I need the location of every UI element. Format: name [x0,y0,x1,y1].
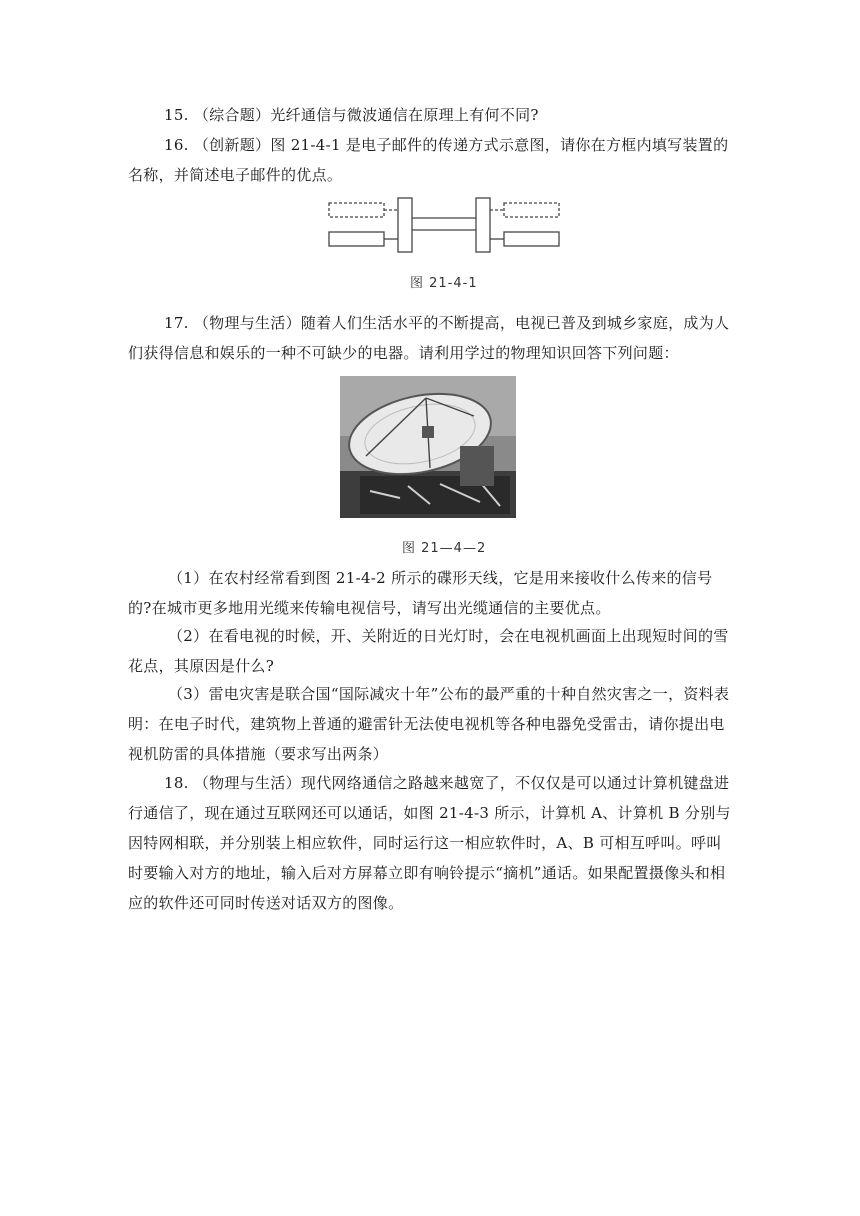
left-top-dashed-box [329,203,384,217]
right-bottom-box [504,232,559,246]
question-17-part-1: （1）在农村经常看到图 21-4-2 所示的碟形天线，它是用来接收什么传来的信号的?在城市更多地用光缆来传输电视信号，请写出光缆通信的主要优点。 [128,569,713,617]
left-bottom-box [329,232,384,246]
right-device-box [476,198,490,252]
figure-21-4-2-caption: 图 21—4—2 [402,541,487,556]
question-17-part-2: （2）在看电视的时候，开、关附近的日光灯时，会在电视机画面上出现短时间的雪花点，其原因是什么? [128,627,729,675]
question-17-part-3: （3）雷电灾害是联合国“国际减灾十年”公布的最严重的十种自然灾害之一，资料表明：在电子时代，建筑物上普通的避雷针无法使电视机等各种电器免受雷击，请你提出电视机防雷的具体措施（要求写出两条） [128,685,730,763]
figure-21-4-1-caption: 图 21-4-1 [410,276,478,291]
satellite-dish-photo [340,376,516,518]
right-top-dashed-box [504,203,559,217]
left-device-box [398,198,412,252]
question-16: 16. （创新题）图 21-4-1 是电子邮件的传递方式示意图，请你在方框内填写装置的名称，并简述电子邮件的优点。 [128,136,729,184]
email-diagram-figure [326,194,562,260]
question-15: 15. （综合题）光纤通信与微波通信在原理上有何不同? [164,106,539,124]
question-17: 17. （物理与生活）随着人们生活水平的不断提高，电视已普及到城乡家庭，成为人们获得信息和娱乐的一种不可缺少的电器。请利用学过的物理知识回答下列问题： [128,314,730,362]
question-18: 18. （物理与生活）现代网络通信之路越来越宽了，不仅仅是可以通过计算机键盘进行通信了，现在通过互联网还可以通话，如图 21-4-3 所示，计算机 A、计算机 B 分别与因特网相联，并分别装上相应软件，同时运行这一相应软件时，A、B 可相互呼叫。呼叫时要输入对方的地址，输入后对方屏幕立即有响铃提示“摘机”通话。如果配置摄像头和相应的软件还可同时传送对话双方的图像。 [128,774,731,912]
